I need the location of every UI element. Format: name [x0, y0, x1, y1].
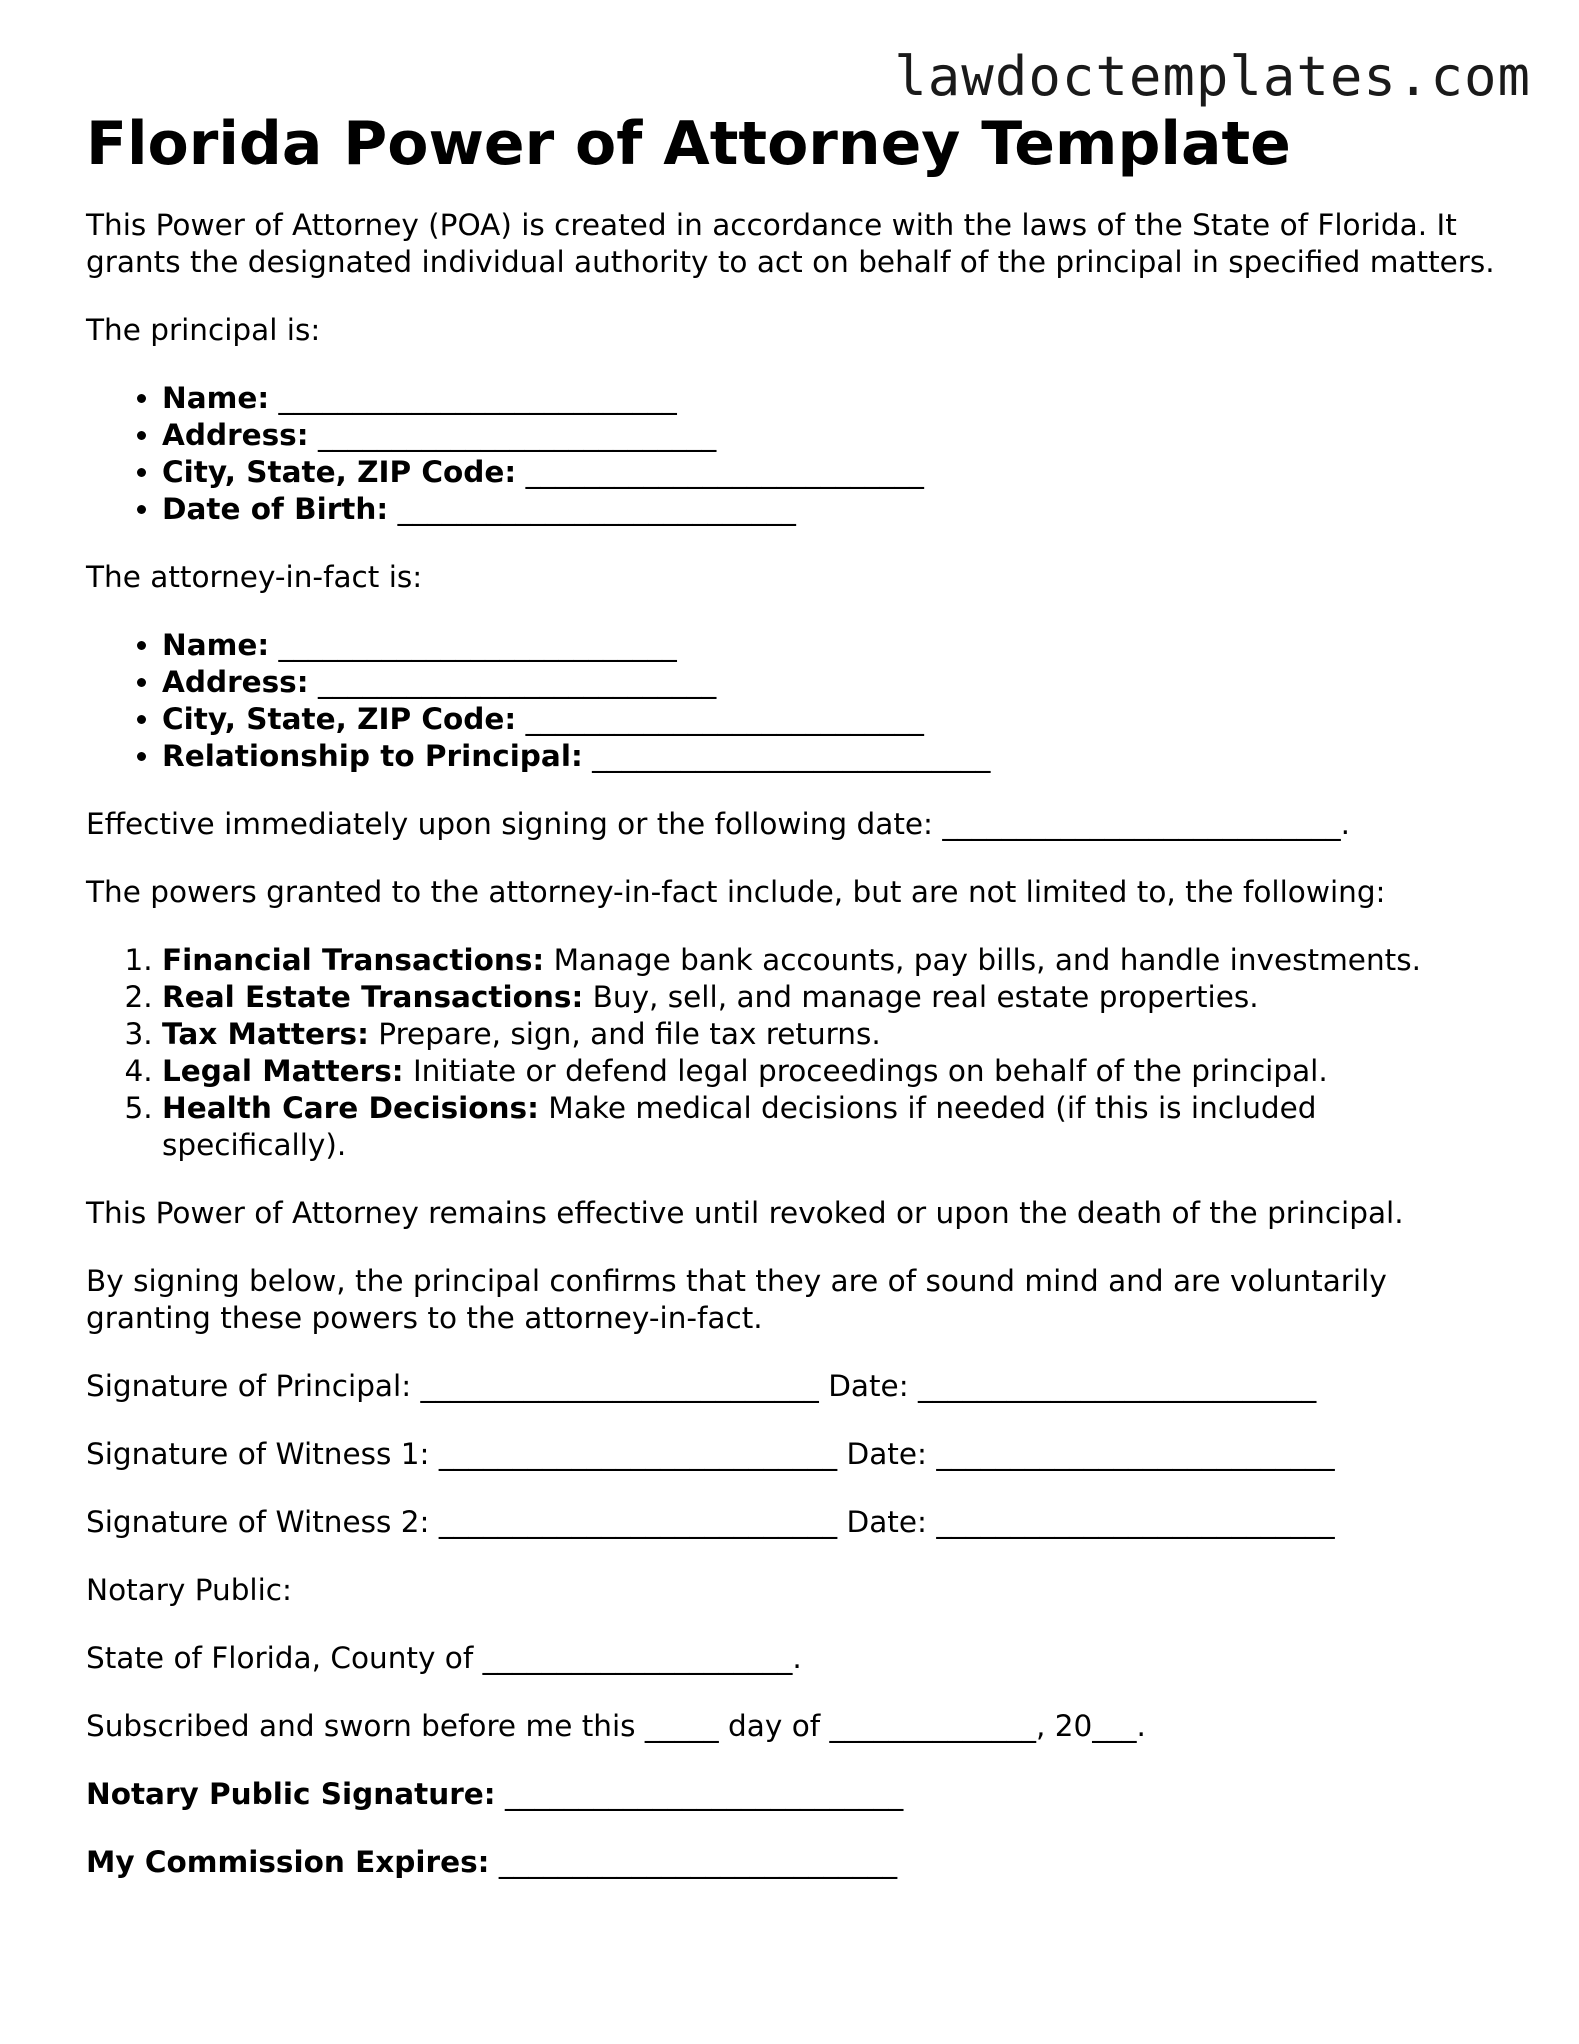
power-text: Prepare, sign, and file tax returns. [378, 1017, 881, 1051]
field-blank[interactable]: ___________________________ [278, 628, 677, 662]
power-item [162, 1053, 1506, 1090]
date-blank[interactable]: ___________________________ [936, 1437, 1335, 1471]
signature-label: Signature of Principal: [86, 1369, 412, 1403]
signature-label: Signature of Witness 2: [86, 1505, 430, 1539]
field-blank[interactable]: ___________________________ [397, 492, 796, 526]
field-label: City, State, ZIP Code: [162, 455, 517, 489]
date-label: Date: [846, 1505, 927, 1539]
principal-address-field [162, 417, 1506, 454]
field-label: Name: [162, 628, 270, 662]
commission-expires-blank[interactable]: ___________________________ [498, 1845, 898, 1879]
principal-city-state-zip-field [162, 454, 1506, 491]
commission-expires-label: My Commission Expires: [86, 1845, 490, 1879]
power-item [162, 1016, 1506, 1053]
power-item [162, 942, 1506, 979]
field-label: Address: [162, 665, 309, 699]
field-blank[interactable]: ___________________________ [317, 418, 717, 452]
notary-signature-blank[interactable]: ___________________________ [504, 1777, 904, 1811]
remains-effective-paragraph: This Power of Attorney remains effective until revoked or upon the death of the principal. [86, 1196, 1404, 1230]
confirmation-paragraph: By signing below, the principal confirms that they are of sound mind and are voluntarily granting these powers to the attorney-in-fact. [86, 1264, 1387, 1335]
witness2-signature-line [86, 1504, 1506, 1541]
field-blank[interactable]: ___________________________ [592, 739, 991, 773]
attorney-address-field [162, 664, 1506, 701]
witness1-signature-line [86, 1436, 1506, 1473]
power-text: Manage bank accounts, pay bills, and handle investments. [553, 943, 1421, 977]
effective-text: Effective immediately upon signing or the following date: [86, 807, 933, 841]
power-text: Buy, sell, and manage real estate properties. [592, 980, 1259, 1014]
commission-expires-line [86, 1844, 1506, 1881]
power-label: Real Estate Transactions: [162, 980, 584, 1014]
signature-label: Signature of Witness 1: [86, 1437, 430, 1471]
field-label: Date of Birth: [162, 492, 389, 526]
attorney-heading: The attorney-in-fact is: [86, 560, 423, 594]
field-blank[interactable]: ___________________________ [525, 702, 924, 736]
powers-heading: The powers granted to the attorney-in-fact include, but are not limited to, the following: [86, 875, 1386, 909]
notary-signature-label: Notary Public Signature: [86, 1777, 496, 1811]
date-blank[interactable]: ___________________________ [918, 1369, 1317, 1403]
notary-signature-line [86, 1776, 1506, 1813]
watermark: lawdoctemplates.com [894, 45, 1531, 108]
field-blank[interactable]: ___________________________ [278, 381, 677, 415]
notary-county-line: State of Florida, County of _____________________. [86, 1641, 802, 1675]
field-label: City, State, ZIP Code: [162, 702, 517, 736]
power-label: Health Care Decisions: [162, 1091, 539, 1125]
principal-name-field [162, 380, 1506, 417]
intro-paragraph: This Power of Attorney (POA) is created in accordance with the laws of the State of Florida. It grants the designated individual authority to act on behalf of the principal in specified matters. [86, 208, 1495, 279]
document-title: Florida Power of Attorney Template [86, 109, 1291, 179]
field-blank[interactable]: ___________________________ [317, 665, 717, 699]
notary-subscribed-line: Subscribed and sworn before me this _____ day of ______________, 20___. [86, 1709, 1146, 1743]
attorney-city-state-zip-field [162, 701, 1506, 738]
effective-date-blank[interactable]: ___________________________. [942, 807, 1351, 841]
signature-blank[interactable]: ___________________________ [420, 1369, 819, 1403]
field-label: Name: [162, 381, 270, 415]
power-label: Financial Transactions: [162, 943, 545, 977]
date-label: Date: [828, 1369, 909, 1403]
power-label: Legal Matters: [162, 1054, 404, 1088]
power-item [162, 1090, 1506, 1164]
principal-heading: The principal is: [86, 313, 321, 347]
attorney-name-field [162, 627, 1506, 664]
attorney-fields-list [86, 627, 1506, 775]
document-page [86, 110, 1506, 1881]
power-label: Tax Matters: [162, 1017, 369, 1051]
principal-signature-line [86, 1368, 1506, 1405]
date-label: Date: [846, 1437, 927, 1471]
effective-date-line [86, 806, 1506, 843]
signature-blank[interactable]: ___________________________ [438, 1437, 838, 1471]
field-label: Address: [162, 418, 309, 452]
field-blank[interactable]: ___________________________ [525, 455, 924, 489]
principal-fields-list [86, 380, 1506, 528]
attorney-relationship-field [162, 738, 1506, 775]
signature-blank[interactable]: ___________________________ [438, 1505, 838, 1539]
power-text: Initiate or defend legal proceedings on behalf of the principal. [412, 1054, 1328, 1088]
field-label: Relationship to Principal: [162, 739, 583, 773]
notary-heading: Notary Public: [86, 1573, 292, 1607]
principal-dob-field [162, 491, 1506, 528]
powers-list [86, 942, 1506, 1164]
power-text: Make medical decisions if needed (if this is included specifically). [162, 1091, 1317, 1162]
date-blank[interactable]: ___________________________ [936, 1505, 1335, 1539]
power-item [162, 979, 1506, 1016]
